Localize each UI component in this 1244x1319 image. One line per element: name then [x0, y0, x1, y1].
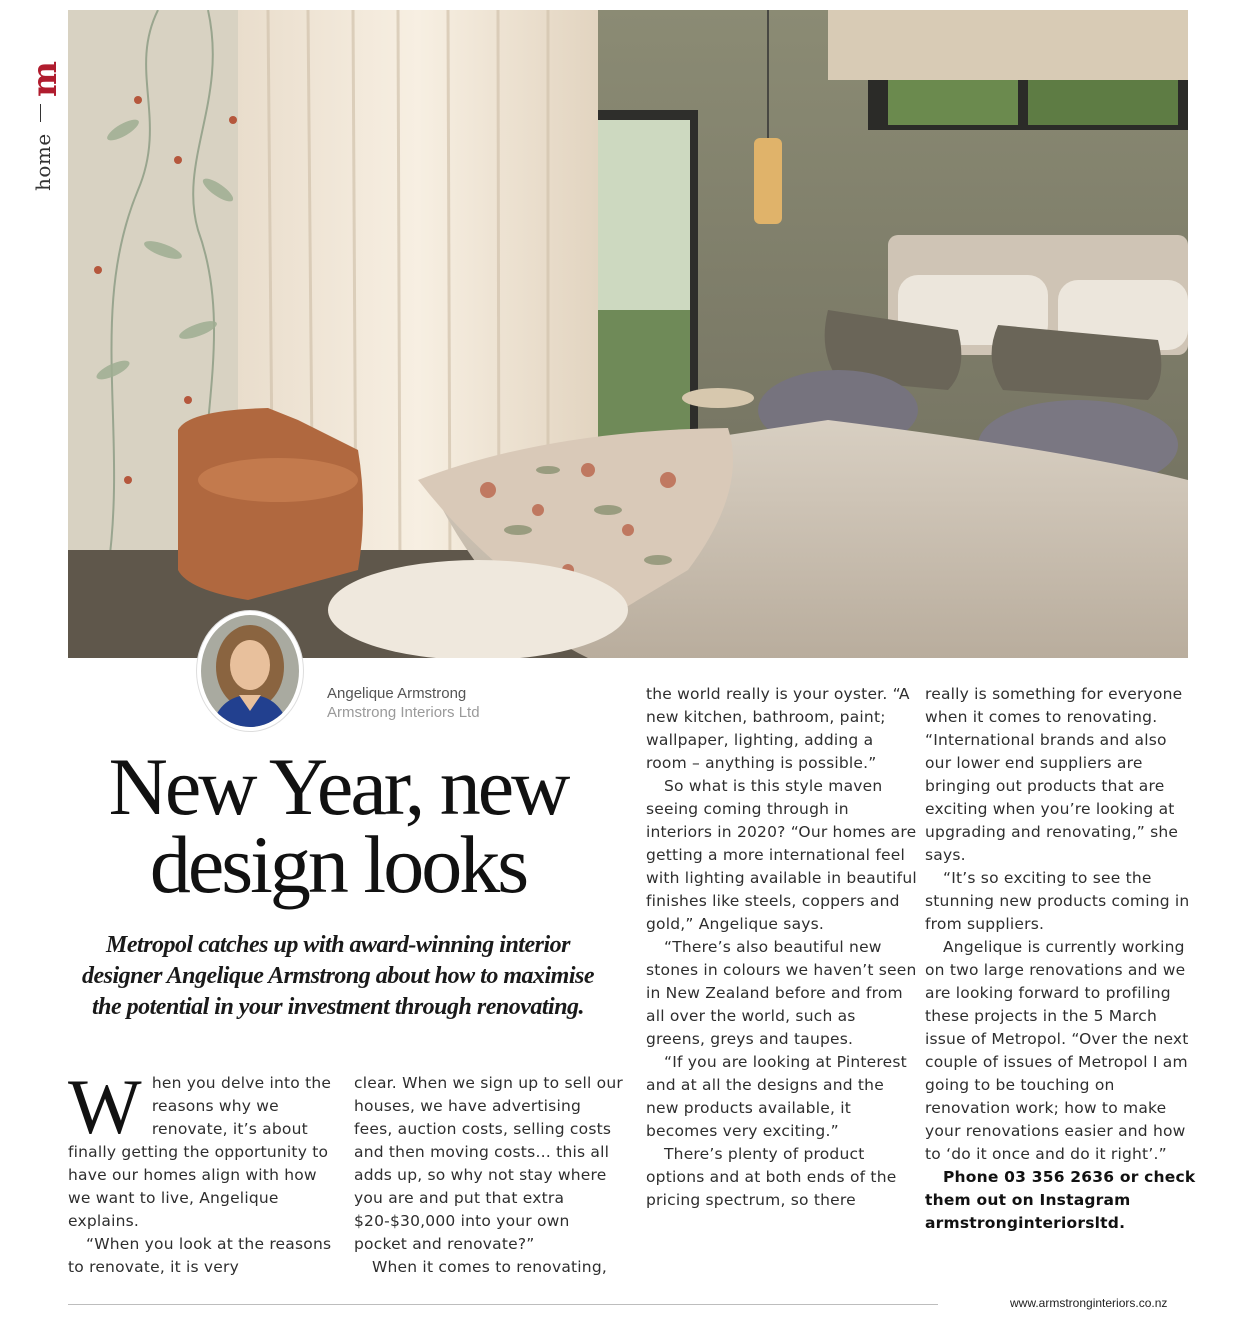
author-avatar: [196, 610, 304, 732]
paragraph: Angelique is currently working on two large renovations and we are looking forward to profiling these projects in the 5 March issue of Metropol. “Over the next couple of issues of Metropol I am going to be touching on renovation work; how to make your renovations easier and how to ‘do it once and do it right’.”: [925, 938, 1189, 1163]
drop-cap: W: [68, 1063, 142, 1150]
paragraph: “If you are looking at Pinterest and at all the designs and the new products available, it becomes very exciting.”: [646, 1053, 907, 1140]
article-headline: [68, 741, 608, 910]
footer-rule: [68, 1304, 938, 1305]
section-label: home: [31, 133, 55, 191]
article-column-3: [646, 683, 918, 1212]
paragraph: When it comes to renovating,: [372, 1258, 607, 1276]
paragraph: “When you look at the reasons to renovate, it is very: [68, 1235, 332, 1276]
paragraph: There’s plenty of product options and at both ends of the pricing spectrum, so there: [646, 1145, 897, 1209]
paragraph: “It’s so exciting to see the stunning new products coming in from suppliers.: [925, 869, 1190, 933]
headline-line-2: design looks: [149, 819, 527, 910]
byline: [327, 684, 480, 722]
paragraph: the world really is your oyster. “A new kitchen, bathroom, paint; wallpaper, lighting, adding a room – anything is possible.”: [646, 685, 910, 772]
paragraph: So what is this style maven seeing coming through in interiors in 2020? “Our homes are getting a more international feel with lighting available in beautiful finishes like steels, coppers and gold,” Angelique says.: [646, 777, 917, 933]
magazine-logo: m: [25, 61, 65, 97]
paragraph: clear. When we sign up to sell our houses, we have advertising fees, auction costs, selling costs and then moving costs… this all adds up, so why not stay where you are and put that extra $20-$30,000 into your own pocket and renovate?”: [354, 1074, 623, 1253]
author-company: Armstrong Interiors Ltd: [327, 704, 480, 721]
article-column-4: [925, 683, 1197, 1235]
standfirst: Metropol catches up with award-winning interior designer Angelique Armstrong about how to maximise the potential in your investment through renovating.: [82, 932, 594, 1020]
paragraph: really is something for everyone when it comes to renovating. “International brands and also our lower end suppliers are bringing out products that are exciting when you’re looking at upgrading and renovating,” she says.: [925, 685, 1183, 864]
headline-line-1: New Year, new: [108, 741, 568, 832]
article-column-2: [354, 1072, 624, 1279]
author-name: Angelique Armstrong: [327, 685, 467, 702]
article-column-1: [68, 1063, 336, 1279]
paragraph: When you delve into the reasons why we renovate, it’s about finally getting the opportunity to have our homes align with how we want to live, Angelique explains.: [68, 1063, 332, 1230]
hero-photo: [68, 10, 1188, 658]
contact-info: Phone 03 356 2636 or check them out on Instagram armstronginteriorsltd.: [925, 1168, 1196, 1232]
paragraph: “There’s also beautiful new stones in colours we haven’t seen in New Zealand before and from all over the world, such as greens, greys and taupes.: [646, 938, 917, 1048]
section-tag: [18, 61, 65, 191]
footer-url[interactable]: www.armstronginteriors.co.nz: [1010, 1296, 1168, 1310]
